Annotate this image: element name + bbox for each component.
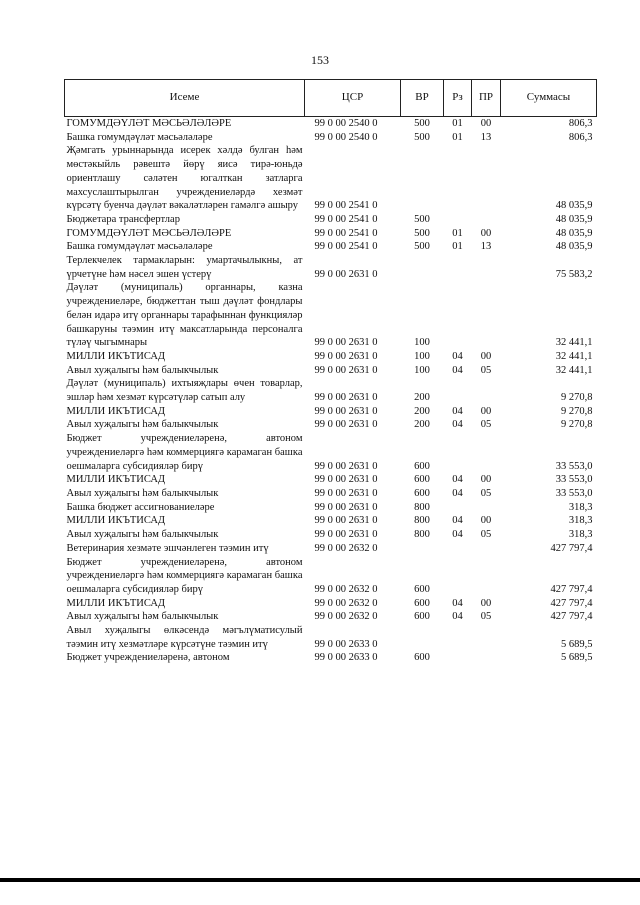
cell-sum: 9 270,8 bbox=[561, 419, 593, 431]
cell-csr: 99 0 00 2631 0 bbox=[314, 350, 378, 362]
row-name-text: Терлекчелек тармакларын: умартачылыкны, ат үрчетүне һәм нәсел эшен үстерү bbox=[66, 255, 303, 280]
table-row bbox=[65, 597, 597, 611]
cell-rz bbox=[444, 377, 472, 404]
cell-vr: 500 bbox=[414, 131, 430, 143]
cell-rz bbox=[444, 556, 472, 597]
header-sum: Суммасы bbox=[501, 80, 597, 117]
cell-sum: 32 441,1 bbox=[555, 337, 593, 349]
cell-name bbox=[65, 281, 305, 350]
cell-csr: 99 0 00 2632 0 bbox=[314, 542, 378, 554]
row-name-text: Бюджет учреждениеләренә, автоном учреждениеләргә һәм коммерциягә карамаган башка оешмаларга субсидияләр бирү bbox=[66, 433, 303, 472]
cell-sum: 427 797,4 bbox=[550, 597, 593, 609]
cell-pr bbox=[472, 144, 501, 213]
cell-name bbox=[65, 432, 305, 473]
table-row bbox=[65, 144, 597, 213]
cell-vr: 800 bbox=[414, 501, 430, 513]
cell-csr: 99 0 00 2631 0 bbox=[314, 460, 378, 472]
cell-vr: 600 bbox=[414, 460, 430, 472]
cell-sum: 9 270,8 bbox=[561, 405, 593, 417]
cell-sum: 5 689,5 bbox=[561, 638, 593, 650]
cell-csr: 99 0 00 2541 0 bbox=[314, 241, 378, 253]
cell-rz: 04 bbox=[452, 350, 463, 362]
row-name-text: Авыл хуҗалыгы һәм балыкчылык bbox=[66, 529, 219, 541]
row-name-text: МИЛЛИ ИКЪТИСАД bbox=[66, 597, 166, 609]
table-row bbox=[65, 624, 597, 651]
row-name-text: Ветеринария хезмәте эшчәнлеген тәэмин итү bbox=[66, 542, 269, 554]
table-row bbox=[65, 131, 597, 145]
budget-table bbox=[64, 79, 597, 665]
cell-name bbox=[65, 501, 305, 515]
table-row bbox=[65, 487, 597, 501]
cell-sum: 48 035,9 bbox=[555, 227, 593, 239]
row-name-text: Авыл хуҗалыгы өлкәсендә мәгълүматисулый тәэмин итү хезмәтләре күрсәтүне тәэмин итү bbox=[66, 625, 303, 650]
cell-pr bbox=[472, 432, 501, 473]
cell-rz: 04 bbox=[452, 487, 463, 499]
cell-sum: 75 583,2 bbox=[555, 268, 593, 280]
cell-name bbox=[65, 405, 305, 419]
cell-rz: 04 bbox=[452, 405, 463, 417]
cell-pr: 00 bbox=[480, 597, 492, 609]
cell-name bbox=[65, 377, 305, 404]
table-row bbox=[65, 514, 597, 528]
row-name-text: ГОМУМДӘҮЛӘТ МӘСЬӘЛӘЛӘРЕ bbox=[66, 227, 232, 239]
row-name-text: ГОМУМДӘҮЛӘТ МӘСЬӘЛӘЛӘРЕ bbox=[66, 118, 232, 129]
cell-pr bbox=[472, 213, 501, 227]
table-row bbox=[65, 364, 597, 378]
cell-name bbox=[65, 487, 305, 501]
page-number: 153 bbox=[311, 53, 329, 67]
cell-name bbox=[65, 364, 305, 378]
cell-csr: 99 0 00 2631 0 bbox=[314, 474, 378, 486]
cell-name bbox=[65, 528, 305, 542]
row-name-text: Бюджет учреждениеләренә, автоном учреждениеләргә һәм коммерциягә карамаган башка оешмаларга субсидияләр бирү bbox=[66, 556, 303, 595]
cell-vr: 500 bbox=[414, 227, 430, 239]
cell-csr: 99 0 00 2541 0 bbox=[314, 200, 378, 212]
cell-pr: 05 bbox=[480, 611, 492, 623]
cell-vr bbox=[401, 144, 444, 213]
cell-pr: 13 bbox=[480, 241, 492, 253]
table-row bbox=[65, 473, 597, 487]
cell-sum: 427 797,4 bbox=[550, 583, 593, 595]
cell-vr: 600 bbox=[414, 583, 430, 595]
cell-sum: 318,3 bbox=[568, 515, 593, 527]
row-name-text: МИЛЛИ ИКЪТИСАД bbox=[66, 515, 166, 527]
cell-pr: 05 bbox=[480, 487, 492, 499]
cell-rz bbox=[444, 254, 472, 281]
row-name-text: Авыл хуҗалыгы һәм балыкчылык bbox=[66, 611, 219, 623]
cell-vr: 600 bbox=[414, 597, 430, 609]
cell-rz bbox=[444, 432, 472, 473]
cell-sum: 5 689,5 bbox=[561, 652, 593, 664]
cell-name bbox=[65, 597, 305, 611]
header-name: Исеме bbox=[65, 80, 305, 117]
cell-csr: 99 0 00 2631 0 bbox=[314, 405, 378, 417]
cell-csr: 99 0 00 2631 0 bbox=[314, 337, 378, 349]
cell-sum: 48 035,9 bbox=[555, 213, 593, 225]
cell-vr: 600 bbox=[414, 611, 430, 623]
cell-pr bbox=[472, 281, 501, 350]
table-row bbox=[65, 254, 597, 281]
cell-name bbox=[65, 473, 305, 487]
cell-pr: 00 bbox=[480, 405, 492, 417]
cell-vr bbox=[401, 542, 444, 556]
cell-csr: 99 0 00 2632 0 bbox=[314, 611, 378, 623]
cell-csr: 99 0 00 2631 0 bbox=[314, 392, 378, 404]
table-row bbox=[65, 281, 597, 350]
cell-name bbox=[65, 610, 305, 624]
cell-sum: 427 797,4 bbox=[550, 611, 593, 623]
cell-csr: 99 0 00 2540 0 bbox=[314, 131, 378, 143]
cell-sum: 32 441,1 bbox=[555, 364, 593, 376]
row-name-text: Дәүләт (муниципаль) органнары, казна учреждениеләре, бюджеттан тыш дәүләт фондлары белән идарә итү органнары тарафыннан функцияләр башкаруны тәэмин итү максатларында персоналга түләү чыгымнары bbox=[66, 282, 303, 349]
cell-vr: 600 bbox=[414, 487, 430, 499]
row-name-text: Башка бюджет ассигнованиеләре bbox=[66, 501, 215, 513]
cell-name bbox=[65, 556, 305, 597]
cell-rz bbox=[444, 542, 472, 556]
cell-pr bbox=[472, 377, 501, 404]
cell-csr: 99 0 00 2631 0 bbox=[314, 364, 378, 376]
cell-vr: 100 bbox=[414, 337, 430, 349]
cell-name bbox=[65, 131, 305, 145]
cell-sum: 33 553,0 bbox=[555, 487, 593, 499]
cell-vr: 100 bbox=[414, 364, 430, 376]
cell-name bbox=[65, 117, 305, 131]
table-body bbox=[65, 117, 597, 666]
cell-pr: 05 bbox=[480, 419, 492, 431]
cell-vr: 800 bbox=[414, 529, 430, 541]
cell-vr: 200 bbox=[414, 392, 430, 404]
cell-rz: 04 bbox=[452, 611, 463, 623]
cell-pr: 00 bbox=[480, 515, 492, 527]
cell-rz bbox=[444, 501, 472, 515]
cell-vr: 100 bbox=[414, 350, 430, 362]
cell-rz bbox=[444, 281, 472, 350]
cell-pr: 05 bbox=[480, 529, 492, 541]
cell-rz bbox=[444, 624, 472, 651]
table-row bbox=[65, 377, 597, 404]
header-pr: ПР bbox=[472, 80, 501, 117]
cell-sum: 48 035,9 bbox=[555, 241, 593, 253]
cell-csr: 99 0 00 2633 0 bbox=[314, 638, 378, 650]
cell-rz: 01 bbox=[452, 241, 463, 253]
cell-rz: 04 bbox=[452, 364, 463, 376]
header-rz: Рз bbox=[444, 80, 472, 117]
cell-vr bbox=[401, 624, 444, 651]
row-name-text: Җәмгать урыннарында исерек хәлдә булган һәм мөстәкыйль рәвештә йөрү яисә тирә-юньдә ориентлашу сәләтен югалткан затларга махсуслаштырылган учреждениеләрдә хезмәт күрсәтү буенча дәүләт вәкаләтләрен гамәлгә ашыру bbox=[66, 145, 303, 212]
cell-name bbox=[65, 144, 305, 213]
cell-pr bbox=[472, 556, 501, 597]
cell-vr: 600 bbox=[414, 652, 430, 664]
cell-csr: 99 0 00 2541 0 bbox=[314, 213, 378, 225]
table-row bbox=[65, 610, 597, 624]
scan-bottom-edge bbox=[0, 878, 640, 882]
table-row bbox=[65, 651, 597, 665]
table-row bbox=[65, 117, 597, 131]
cell-vr bbox=[401, 254, 444, 281]
cell-csr: 99 0 00 2632 0 bbox=[314, 583, 378, 595]
cell-name bbox=[65, 350, 305, 364]
cell-pr bbox=[472, 501, 501, 515]
row-name-text: Дәүләт (муниципаль) ихтыяҗлары өчен товарлар, эшләр һәм хезмәт күрсәтүләр сатып алу bbox=[66, 378, 303, 404]
cell-vr: 500 bbox=[414, 213, 430, 225]
cell-sum: 33 553,0 bbox=[555, 460, 593, 472]
row-name-text: МИЛЛИ ИКЪТИСАД bbox=[66, 350, 166, 362]
cell-pr bbox=[472, 542, 501, 556]
cell-rz: 04 bbox=[452, 474, 463, 486]
cell-pr: 13 bbox=[480, 131, 492, 143]
cell-name bbox=[65, 542, 305, 556]
cell-rz: 01 bbox=[452, 227, 463, 239]
row-name-text: Авыл хуҗалыгы һәм балыкчылык bbox=[66, 419, 219, 431]
cell-pr: 00 bbox=[480, 350, 492, 362]
row-name-text: Бюджет учреждениеләренә, автоном bbox=[66, 652, 230, 664]
cell-pr: 00 bbox=[480, 227, 492, 239]
cell-csr: 99 0 00 2631 0 bbox=[314, 268, 378, 280]
cell-csr: 99 0 00 2631 0 bbox=[314, 515, 378, 527]
cell-vr: 600 bbox=[414, 474, 430, 486]
table-row bbox=[65, 542, 597, 556]
row-name-text: МИЛЛИ ИКЪТИСАД bbox=[66, 474, 166, 486]
cell-sum: 33 553,0 bbox=[555, 474, 593, 486]
table-row bbox=[65, 556, 597, 597]
table-header-row bbox=[65, 80, 597, 117]
cell-pr: 00 bbox=[480, 118, 492, 129]
table-row bbox=[65, 418, 597, 432]
cell-rz: 04 bbox=[452, 597, 463, 609]
cell-name bbox=[65, 651, 305, 665]
header-csr: ЦСР bbox=[305, 80, 401, 117]
cell-csr: 99 0 00 2631 0 bbox=[314, 487, 378, 499]
table-row bbox=[65, 227, 597, 241]
cell-rz: 04 bbox=[452, 419, 463, 431]
row-name-text: МИЛЛИ ИКЪТИСАД bbox=[66, 405, 166, 417]
cell-pr bbox=[472, 624, 501, 651]
cell-vr: 200 bbox=[414, 419, 430, 431]
row-name-text: Башка гомумдәүләт мәсьәләләре bbox=[66, 131, 213, 143]
cell-pr: 05 bbox=[480, 364, 492, 376]
table-row bbox=[65, 528, 597, 542]
cell-rz bbox=[444, 144, 472, 213]
row-name-text: Бюджетара трансфертлар bbox=[66, 213, 180, 225]
cell-name bbox=[65, 254, 305, 281]
row-name-text: Башка гомумдәүләт мәсьәләләре bbox=[66, 241, 213, 253]
cell-name bbox=[65, 240, 305, 254]
table-row bbox=[65, 432, 597, 473]
table-row bbox=[65, 405, 597, 419]
cell-pr: 00 bbox=[480, 474, 492, 486]
cell-csr: 99 0 00 2631 0 bbox=[314, 501, 378, 513]
cell-sum: 48 035,9 bbox=[555, 200, 593, 212]
cell-rz bbox=[444, 651, 472, 665]
cell-name bbox=[65, 227, 305, 241]
cell-vr: 800 bbox=[414, 515, 430, 527]
cell-sum: 9 270,8 bbox=[561, 392, 593, 404]
cell-vr: 500 bbox=[414, 118, 430, 129]
cell-sum: 318,3 bbox=[568, 529, 593, 541]
table-row bbox=[65, 213, 597, 227]
row-name-text: Авыл хуҗалыгы һәм балыкчылык bbox=[66, 364, 219, 376]
cell-vr: 200 bbox=[414, 405, 430, 417]
cell-name bbox=[65, 624, 305, 651]
cell-rz bbox=[444, 213, 472, 227]
cell-csr: 99 0 00 2631 0 bbox=[314, 529, 378, 541]
cell-name bbox=[65, 514, 305, 528]
cell-pr bbox=[472, 651, 501, 665]
table-row bbox=[65, 350, 597, 364]
cell-rz: 04 bbox=[452, 529, 463, 541]
cell-sum: 318,3 bbox=[568, 501, 593, 513]
cell-sum: 806,3 bbox=[568, 131, 593, 143]
cell-sum: 806,3 bbox=[568, 118, 593, 129]
cell-rz: 04 bbox=[452, 515, 463, 527]
table-row bbox=[65, 240, 597, 254]
header-vr: ВР bbox=[401, 80, 444, 117]
cell-vr: 500 bbox=[414, 241, 430, 253]
cell-rz: 01 bbox=[452, 118, 463, 129]
cell-csr: 99 0 00 2633 0 bbox=[314, 652, 378, 664]
cell-csr: 99 0 00 2631 0 bbox=[314, 419, 378, 431]
cell-sum: 427 797,4 bbox=[550, 542, 593, 554]
row-name-text: Авыл хуҗалыгы һәм балыкчылык bbox=[66, 487, 219, 499]
cell-name bbox=[65, 418, 305, 432]
table-row bbox=[65, 501, 597, 515]
cell-sum: 32 441,1 bbox=[555, 350, 593, 362]
cell-pr bbox=[472, 254, 501, 281]
cell-csr: 99 0 00 2541 0 bbox=[314, 227, 378, 239]
cell-rz: 01 bbox=[452, 131, 463, 143]
cell-csr: 99 0 00 2540 0 bbox=[314, 118, 378, 129]
cell-name bbox=[65, 213, 305, 227]
cell-csr: 99 0 00 2632 0 bbox=[314, 597, 378, 609]
